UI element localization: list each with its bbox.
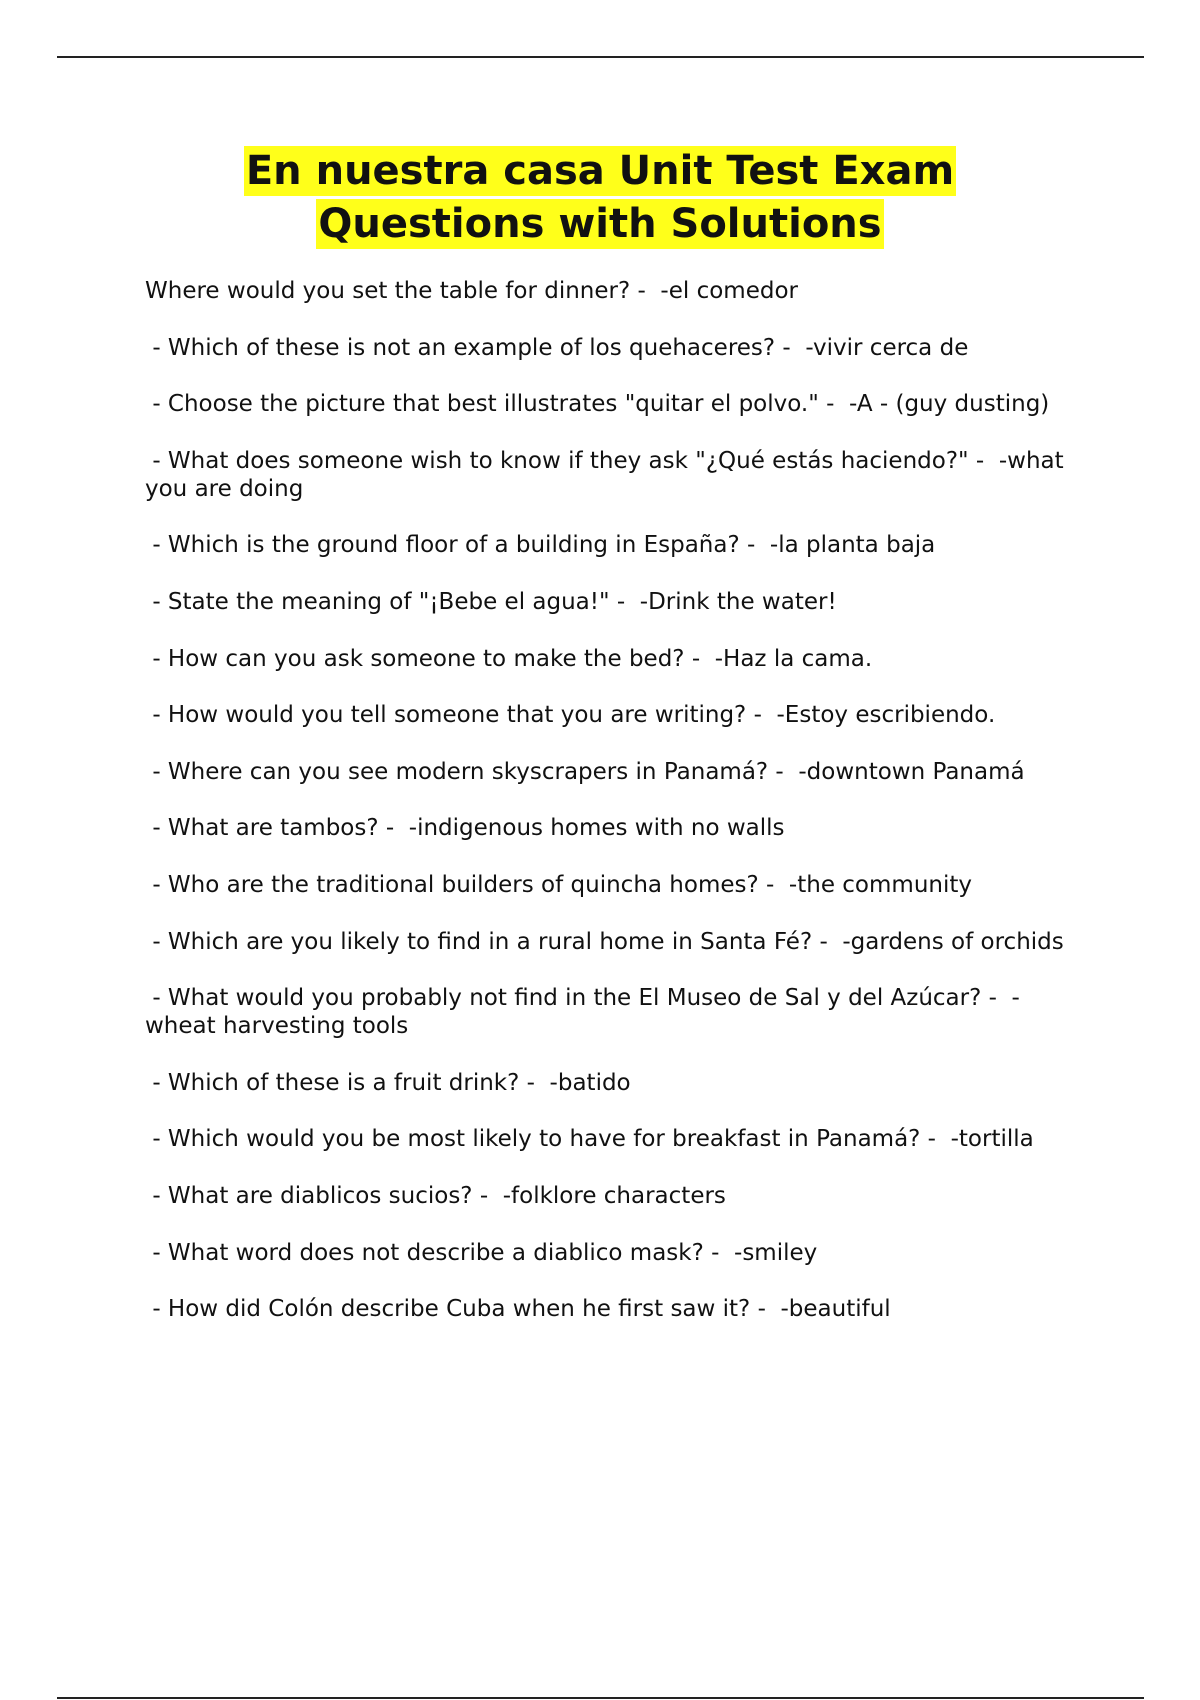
qa-item: - Which is the ground floor of a building in España? - -la planta baja — [145, 532, 936, 559]
qa-item: - How would you tell someone that you are writing? - -Estoy escribiendo. — [145, 702, 996, 729]
qa-item: - What word does not describe a diablico mask? - -smiley — [145, 1239, 818, 1266]
qa-item: - Which of these is a fruit drink? - -batido — [145, 1069, 631, 1096]
qa-item: Where would you set the table for dinner? - -el comedor — [145, 278, 798, 304]
qa-item: - Who are the traditional builders of quincha homes? - -the community — [145, 871, 972, 898]
qa-item: - Which of these is not an example of los quehaceres? - -vivir cerca de — [145, 334, 969, 361]
qa-item: - What are diablicos sucios? - -folklore characters — [145, 1182, 726, 1209]
qa-item: - How can you ask someone to make the bed? - -Haz la cama. — [145, 645, 873, 672]
qa-item: - Which are you likely to find in a rural home in Santa Fé? - -gardens of orchids — [145, 928, 1064, 955]
qa-item: - What are tambos? - -indigenous homes with no walls — [145, 815, 785, 842]
top-divider — [57, 56, 1144, 58]
qa-item: - What does someone wish to know if they ask "¿Qué estás haciendo?" - -what you are doing — [145, 447, 1071, 502]
document-title — [60, 145, 1140, 251]
title-line-2: Questions with Solutions — [318, 201, 882, 247]
qa-item: - Where can you see modern skyscrapers in Panamá? - -downtown Panamá — [145, 758, 1025, 785]
qa-item: - How did Colón describe Cuba when he first saw it? - -beautiful — [145, 1296, 891, 1323]
qa-item: - State the meaning of "¡Bebe el agua!" - -Drink the water! — [145, 588, 837, 615]
question-answer-list — [145, 277, 1085, 1352]
title-line-1: En nuestra casa Unit Test Exam — [245, 148, 955, 194]
qa-item: - What would you probably not find in the El Museo de Sal y del Azúcar? - -wheat harvesting tools — [145, 985, 1020, 1040]
qa-item: - Choose the picture that best illustrates "quitar el polvo." - -A - (guy dusting) — [145, 391, 1050, 418]
bottom-divider — [57, 1697, 1144, 1699]
qa-item: - Which would you be most likely to have for breakfast in Panamá? - -tortilla — [145, 1126, 1034, 1153]
